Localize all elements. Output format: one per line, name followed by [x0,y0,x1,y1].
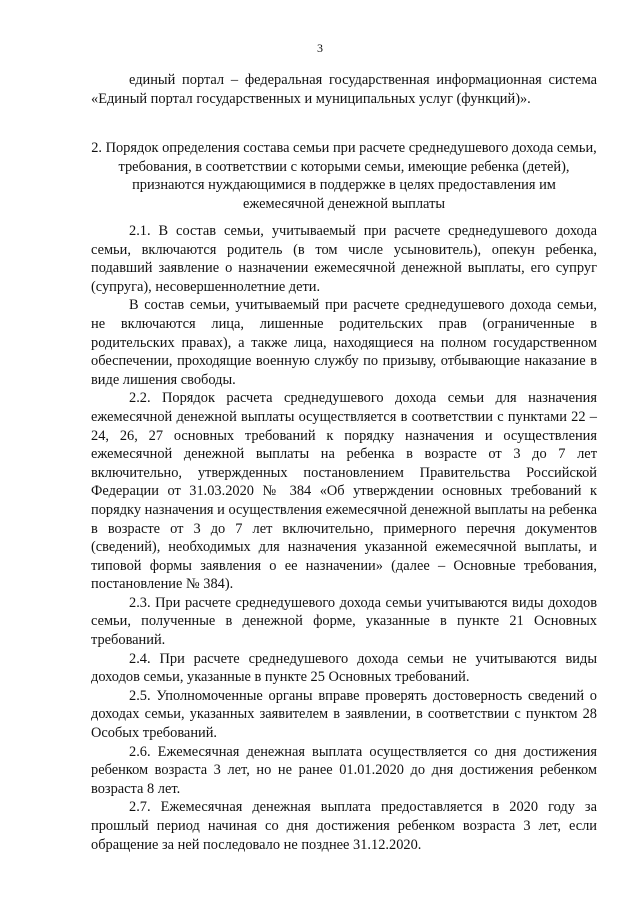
paragraph-2-2: 2.2. Порядок расчета среднедушевого дохода семьи для назначения ежемесячной денежной выплаты осуществляется в соответствии с пунктами 22 – 24, 26, 27 основных требований к порядку назначения и осуществления ежемесячной денежной выплаты на ребенка в возрасте от 3 до 7 лет включительно, утвержденных постановлением Правительства Российской Федерации от 31.03.2020 № 384 «Об утверждении основных требований к порядку назначения и осуществления ежемесячной денежной выплаты на ребенка в возрасте от 3 до 7 лет включительно, примерного перечня документов (сведений), необходимых для назначения указанной ежемесячной выплаты, и типовой формы заявления о ее назначении» (далее – Основные требования, постановление № 384). [91,390,598,593]
paragraph-2-5: 2.5. Уполномоченные органы вправе проверять достоверность сведений о доходах семьи, указанных заявителем в заявлении, в соответствии с пунктом 28 Особых требований. [91,687,597,742]
paragraph-2-3: 2.3. При расчете среднедушевого дохода семьи учитываются виды доходов семьи, полученные в денежной форме, указанные в пункте 21 Основных требований. [91,594,597,649]
page-number: 3 [317,41,323,55]
paragraph-2-4: 2.4. При расчете среднедушевого дохода семьи не учитываются виды доходов семьи, указанные в пункте 25 Основных требований. [91,650,597,686]
section-heading-block [91,139,597,213]
paragraph-2-6: 2.6. Ежемесячная денежная выплата осуществляется со дня достижения ребенком возраста 3 лет, но не ранее 01.01.2020 до дня достижения ребенком возраста 8 лет. [91,743,597,797]
paragraph-2-1: 2.1. В состав семьи, учитываемый при расчете среднедушевого дохода семьи, включаются родитель (в том числе усыновитель), опекун ребенка, подавший заявление о назначении ежемесячной денежной выплаты, его супруг (супруга), несовершеннолетние дети. [91,223,597,295]
intro-paragraph: единый портал – федеральная государственная информационная система «Единый портал государственных и муниципальных услуг (функций)». [91,72,597,107]
section-2-body [91,222,597,854]
intro-block [91,71,597,108]
section-2-heading: 2. Порядок определения состава семьи при расчете среднедушевого дохода семьи, требования, в соответствии с которыми семьи, имеющие ребенка (детей), признаются нуждающимися в поддержке в целях предоставления им ежемесячной денежной выплаты [91,140,597,212]
paragraph-2-1-continued: В состав семьи, учитываемый при расчете среднедушевого дохода семьи, не включаются лица, лишенные родительских прав (ограниченные в родительских правах), а также лица, находящиеся на полном государственном обеспечении, проходящие военную службу по призыву, отбывающие наказание в виде лишения свободы. [91,297,597,388]
paragraph-2-7: 2.7. Ежемесячная денежная выплата предоставляется в 2020 году за прошлый период начиная со дня достижения ребенком возраста 3 лет, если обращение за ней последовало не позднее 31.12.2020. [91,799,597,853]
